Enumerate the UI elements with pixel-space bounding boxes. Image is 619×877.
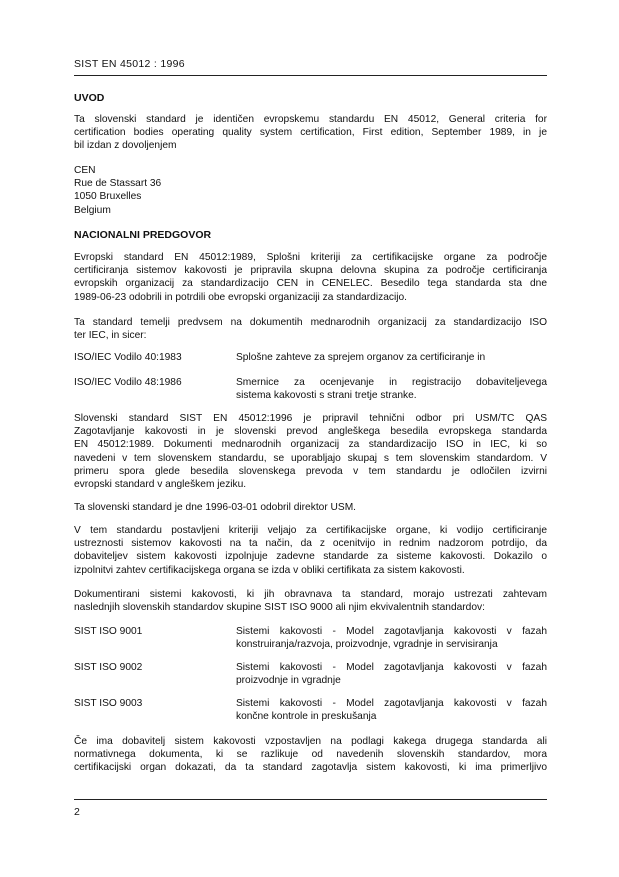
- text-line: konstruiranja/razvoja, proizvodnje, vgradnje in servisiranja: [236, 639, 498, 651]
- text-line: Zagotavljanje kakovosti in je slovenski prevod angleškega besedila evropskega standarda: [74, 426, 547, 438]
- text-line: Sistemi kakovosti - Model zagotavljanja kakovosti v fazah: [236, 698, 547, 709]
- cen-address: [74, 164, 547, 217]
- text-line: Ta slovenski standard je identičen evropskemu standardu EN 45012, General criteria for: [74, 114, 547, 125]
- text-line: Sistemi kakovosti - Model zagotavljanja kakovosti v fazah: [236, 662, 547, 673]
- text-line: naslednjih slovenskih standardov skupine SIST ISO 9000 ali njim ekvivalentnih standardov:: [74, 602, 485, 614]
- text-line: V tem standardu postavljeni kriteriji veljajo za certifikacijske organe, ki vodijo certificiranje: [74, 525, 547, 536]
- text-line: ustreznosti sistemov kakovosti na ta način, da z ocenitvijo in rednim nadzorom potrdijo, da: [74, 538, 547, 550]
- standard-description: [236, 661, 547, 687]
- standard-code: SIST ISO 9002: [74, 662, 143, 673]
- text-line: ter IEC, in sicer:: [74, 330, 147, 342]
- text-line: dobaviteljev sistem kakovosti izpolnjuje zadevne standarde za sisteme kakovosti. Dokazilo o: [74, 551, 547, 563]
- text-line: Evropski standard EN 45012:1989, Splošni kriteriji za certifikacijske organe za področje: [74, 252, 547, 263]
- predgovor-paragraph-7: [74, 735, 547, 775]
- text-line: certification bodies operating quality system certification, First edition, September 1989, in je: [74, 127, 547, 139]
- text-line: izpolnitvi zahtev certifikacijskega organa se izda v obliki certifikata za sistem kakovosti.: [74, 564, 465, 576]
- address-line: Rue de Stassart 36: [74, 178, 162, 190]
- text-line: Ta standard temelji predvsem na dokumentih mednarodnih organizacij za standardizacijo ISO: [74, 317, 547, 328]
- text-line: bil izdan z dovoljenjem: [74, 140, 177, 152]
- predgovor-paragraph-5: [74, 524, 547, 577]
- section-title-uvod: UVOD: [74, 92, 105, 104]
- text-line: proizvodnje in vgradnje: [236, 675, 341, 687]
- predgovor-paragraph-2: [74, 316, 547, 342]
- text-line: Splošne zahteve za sprejem organov za certificiranje in: [236, 352, 486, 363]
- uvod-paragraph: [74, 113, 547, 153]
- text-line: končne kontrole in preskušanja: [236, 711, 377, 723]
- standard-description: [236, 625, 547, 651]
- reference-description: [236, 376, 547, 402]
- address-line: Belgium: [74, 204, 111, 216]
- text-line: navedeni v tem slovenskem standardu, se uporabljajo skupaj s tem slovenskim standardom. V: [74, 452, 547, 464]
- predgovor-paragraph-4: Ta slovenski standard je dne 1996-03-01 odobril direktor USM.: [74, 502, 357, 513]
- text-line: evropskih organizacij za standardizacijo CEN in CENELEC. Besedilo tega standarda sta dne: [74, 278, 547, 290]
- address-line: 1050 Bruxelles: [74, 191, 142, 203]
- standard-code: SIST ISO 9003: [74, 698, 143, 709]
- predgovor-paragraph-3: [74, 412, 547, 491]
- text-line: normativnega dokumenta, ki se razlikuje od navedenih slovenskih standardov, mora: [74, 749, 547, 761]
- header-rule: [74, 75, 547, 76]
- predgovor-paragraph-6: [74, 588, 547, 614]
- text-line: certificiranja sistemov kakovosti je pripravila skupna delovna skupina za področje certificiranja: [74, 265, 547, 277]
- text-line: Če ima dobavitelj sistem kakovosti vzpostavljen na podlagi kakega drugega standarda ali: [74, 736, 547, 747]
- text-line: Sistemi kakovosti - Model zagotavljanja kakovosti v fazah: [236, 626, 547, 637]
- address-line: CEN: [74, 165, 96, 176]
- reference-code: ISO/IEC Vodilo 48:1986: [74, 377, 182, 388]
- text-line: primeru spora glede besedila slovenskega prevoda v tem standardu je odločilen izvirni: [74, 465, 547, 477]
- standard-code: SIST ISO 9001: [74, 626, 143, 637]
- text-line: certifikacijski organ dokazati, da ta standard zagotavlja sistem kakovosti, ki ima primerljivo: [74, 762, 547, 774]
- document-id-header: SIST EN 45012 : 1996: [74, 58, 185, 70]
- page-number: 2: [74, 806, 80, 818]
- reference-code: ISO/IEC Vodilo 40:1983: [74, 352, 182, 363]
- section-title-predgovor: NACIONALNI PREDGOVOR: [74, 229, 212, 241]
- text-line: Slovenski standard SIST EN 45012:1996 je pripravil tehnični odbor pri USM/TC QAS: [74, 413, 547, 424]
- reference-description: [236, 351, 547, 364]
- footer-rule: [74, 799, 547, 800]
- standard-description: [236, 697, 547, 723]
- predgovor-paragraph-1: [74, 251, 547, 304]
- text-line: evropski standard v angleškem jeziku.: [74, 479, 247, 491]
- text-line: Dokumentirani sistemi kakovosti, ki jih obravnava ta standard, morajo ustrezati zahtevam: [74, 589, 547, 600]
- text-line: 1989-06-23 odobrili in potrdili obe evropski organizaciji za standardizacijo.: [74, 291, 407, 303]
- text-line: EN 45012:1989. Dokumenti mednarodnih organizacij za standardizacijo ISO in IEC, ki so: [74, 439, 547, 451]
- text-line: sistema kakovosti s strani tretje stranke.: [236, 390, 417, 402]
- text-line: Smernice za ocenjevanje in registracijo dobaviteljevega: [236, 377, 547, 388]
